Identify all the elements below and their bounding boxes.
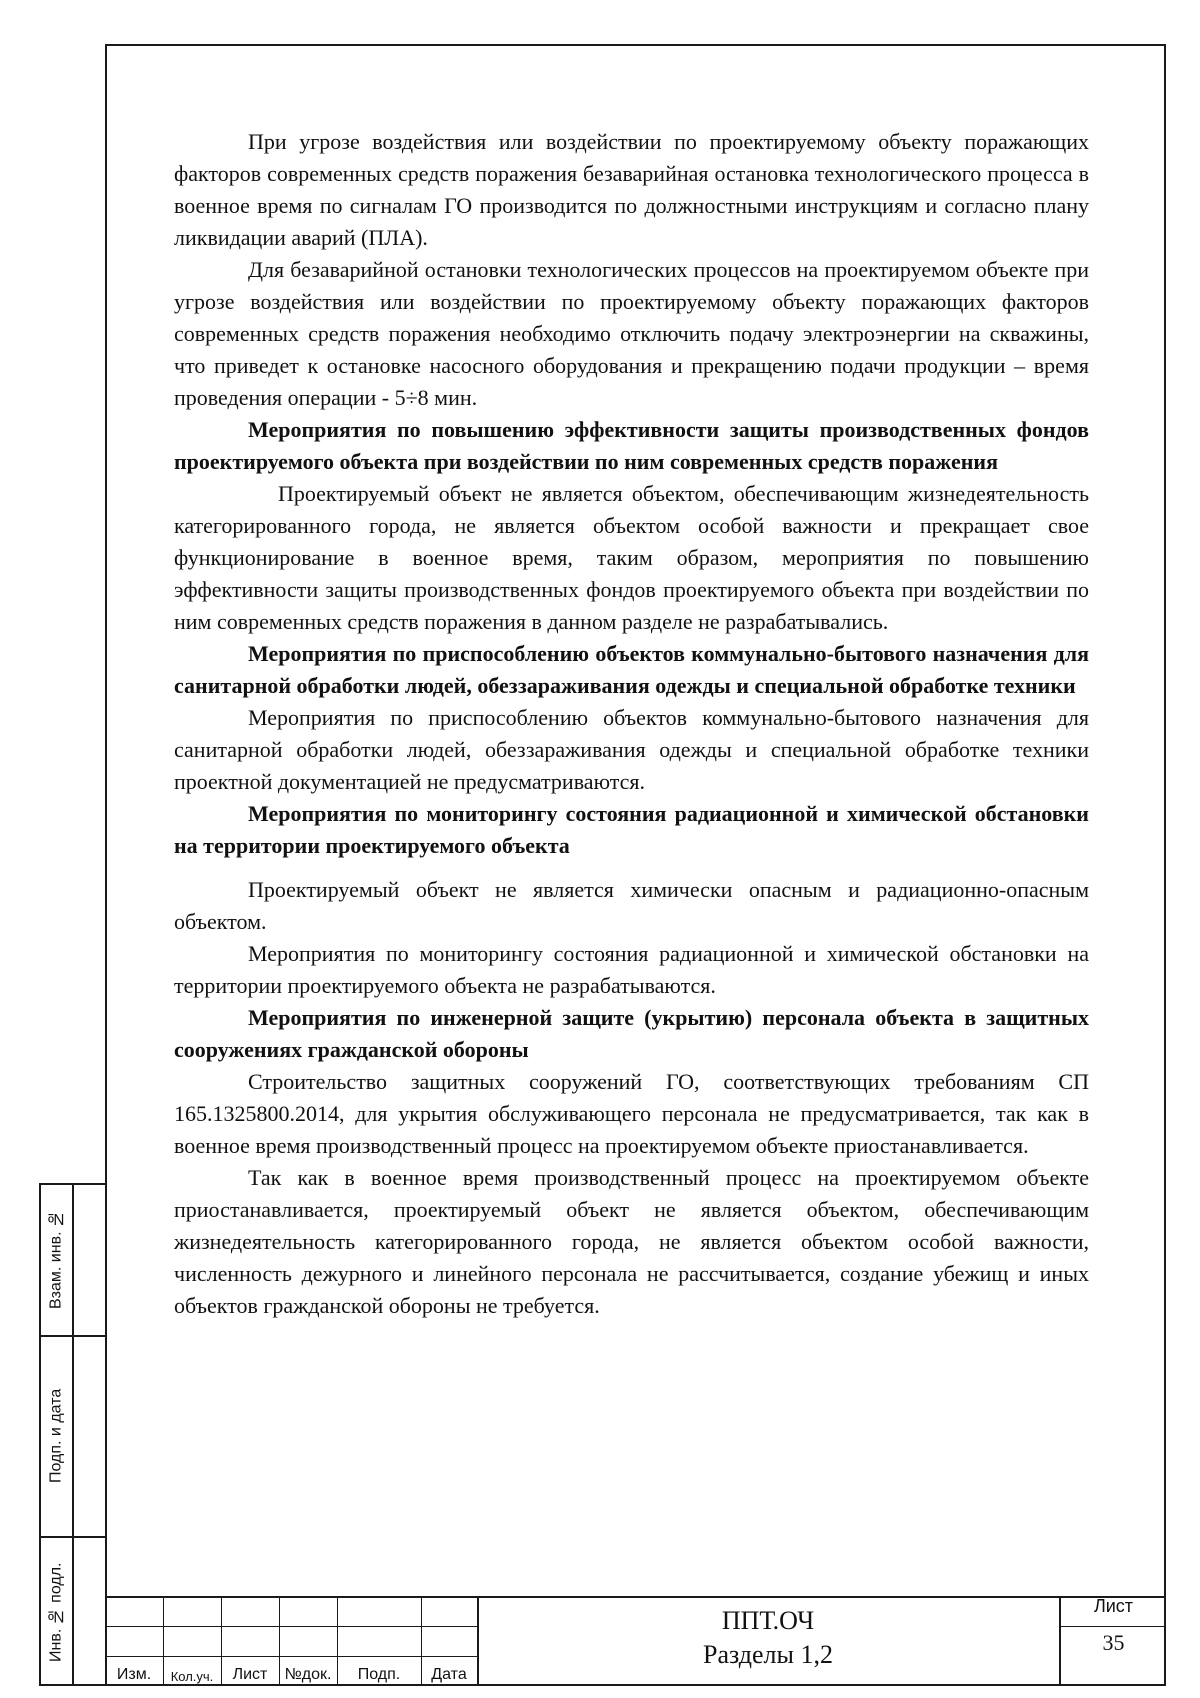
document-code: ППТ.ОЧ [721, 1606, 815, 1635]
paragraph: Мероприятия по мониторингу состояния радиационной и химической обстановки на территории проектируемого объекта не разрабатываются. [174, 941, 1089, 998]
document-sections: Разделы 1,2 [702, 1640, 833, 1669]
paragraph: Строительство защитных сооружений ГО, соответствующих требованиям СП 165.1325800.2014, для укрытия обслуживающего персонала не предусматривается, так как в военное время производственный процесс на проектируемом объекте приостанавливается. [174, 1069, 1089, 1158]
sheet-label: Лист [1093, 1596, 1134, 1616]
section-heading: Мероприятия по повышению эффективности защиты производственных фондов проектируемого объекта при воздействии по ним современных средств поражения [174, 417, 1089, 474]
paragraph: Мероприятия по приспособлению объектов коммунально-бытового назначения для санитарной обработки людей, обеззараживания одежды и специальной обработке техники проектной документацией не предусматриваются. [174, 705, 1089, 794]
section-heading: Мероприятия по приспособлению объектов коммунально-бытового назначения для санитарной обработки людей, обеззараживания одежды и специальной обработке техники [174, 641, 1089, 698]
paragraph: При угрозе воздействия или воздействии по проектируемому объекту поражающих факторов современных средств поражения безаварийная остановка технологического процесса в военное время по сигналам ГО производится по должностными инструкциям и согласно плану ликвидации аварий (ПЛА). [174, 129, 1089, 250]
title-block-top-line [105, 1596, 1166, 1598]
stamp-kol-label: Кол.уч. [170, 1669, 214, 1684]
side-stamp-podp-label: Подп. и дата [47, 1388, 65, 1484]
paragraph: Для безаварийной остановки технологических процессов на проектируемом объекте при угрозе воздействия или воздействии по проектируемому объекту поражающих факторов современных средств поражения необходимо отключить подачу электроэнергии на скважины, что приведет к остановке насосного оборудования и прекращению подачи продукции – время проведения операции - 5÷8 мин. [174, 257, 1089, 410]
document-body [174, 126, 1089, 1322]
title-block-row-line [1059, 1626, 1166, 1627]
stamp-list-label: Лист [232, 1666, 268, 1683]
stamp-izm-label: Изм. [116, 1666, 152, 1683]
side-stamp-divider [72, 1185, 74, 1684]
sheet-number: 35 [1102, 1630, 1125, 1655]
stamp-podp-label: Подп. [357, 1666, 401, 1683]
section-heading: Мероприятия по инженерной защите (укрытию) персонала объекта в защитных сооружениях гражданской обороны [174, 1005, 1089, 1062]
stamp-data-label: Дата [431, 1666, 467, 1683]
stamp-ndok-label: №док. [284, 1666, 332, 1683]
side-stamp-inv-label: Инв. № подл. [47, 1562, 65, 1663]
paragraph: Так как в военное время производственный процесс на проектируемом объекте приостанавливается, проектируемый объект не является объектом, обеспечивающим жизнедеятельность категорированного города, не является объектом особой важности, численность дежурного и линейного персонала не рассчитывается, создание убежищ и иных объектов гражданской обороны не требуется. [174, 1165, 1089, 1318]
paragraph: Проектируемый объект не является химически опасным и радиационно-опасным объектом. [174, 877, 1089, 934]
title-block [105, 1596, 1166, 1686]
section-heading: Мероприятия по мониторингу состояния радиационной и химической обстановки на территории проектируемого объекта [174, 801, 1089, 858]
paragraph: Проектируемый объект не является объектом, обеспечивающим жизнедеятельность категорированного города, не является объектом особой важности и прекращает свое функционирование в военное время, таким образом, мероприятия по повышению эффективности защиты производственных фондов проектируемого объекта при воздействии по ним современных средств поражения в данном разделе не разрабатывались. [174, 481, 1089, 634]
side-stamp-vzam-label: Взам. инв. № [47, 1210, 65, 1310]
side-stamp [39, 1183, 105, 1686]
